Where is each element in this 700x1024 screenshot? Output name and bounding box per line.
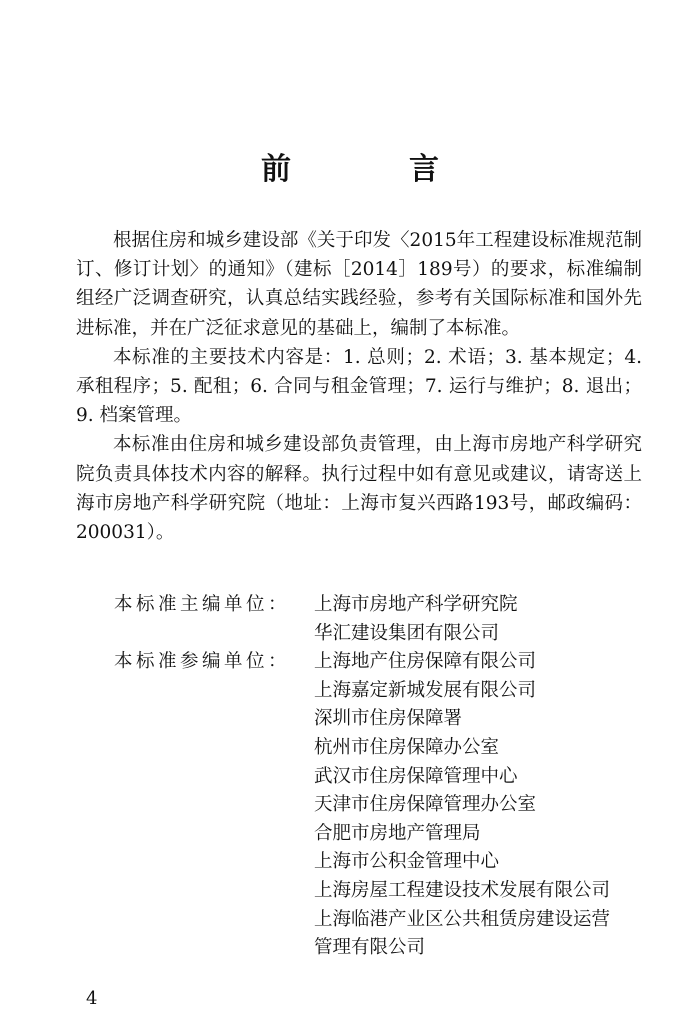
participating-unit-item: 上海地产住房保障有限公司 bbox=[314, 651, 537, 673]
participating-units-label: 本标准参编单位： bbox=[114, 651, 291, 673]
participating-unit-item: 天津市住房保障管理办公室 bbox=[314, 794, 537, 816]
paragraph-management: 本标准由住房和城乡建设部负责管理，由上海市房地产科学研究院负责具体技术内容的解释。执行过程中如有意见或建议，请寄送上海市房地产科学研究院（地址：上海市复兴西路193号，邮政编码：200031）。 bbox=[76, 434, 642, 544]
participating-unit-item: 深圳市住房保障署 bbox=[314, 708, 463, 730]
chief-units-row bbox=[114, 591, 654, 648]
chief-unit-item: 上海市房地产科学研究院 bbox=[314, 594, 518, 615]
chief-unit-item: 华汇建设集团有限公司 bbox=[314, 622, 500, 644]
page-number: 4 bbox=[86, 988, 98, 1009]
paragraph-contents: 本标准的主要技术内容是：1. 总则；2. 术语；3. 基本规定；4. 承租程序；5. 配租；6. 合同与租金管理；7. 运行与维护；8. 退出；9. 档案管理。 bbox=[76, 346, 642, 427]
participating-units-row bbox=[114, 648, 654, 963]
participating-unit-item: 上海市公积金管理中心 bbox=[314, 851, 500, 873]
chief-units-list bbox=[314, 591, 654, 648]
participating-unit-item: 上海临港产业区公共租赁房建设运营 bbox=[314, 908, 611, 930]
participating-unit-item: 管理有限公司 bbox=[314, 937, 426, 959]
preface-body bbox=[76, 226, 642, 547]
participating-unit-item: 杭州市住房保障办公室 bbox=[314, 736, 500, 758]
units-section bbox=[114, 591, 654, 963]
page-title: 前 言 bbox=[261, 152, 483, 187]
chief-units-label: 本标准主编单位： bbox=[114, 594, 291, 615]
participating-unit-item: 合肥市房地产管理局 bbox=[314, 822, 481, 844]
participating-unit-item: 上海嘉定新城发展有限公司 bbox=[314, 679, 537, 701]
paragraph-background: 根据住房和城乡建设部《关于印发〈2015年工程建设标准规范制订、修订计划〉的通知》（建标［2014］189号）的要求，标准编制组经广泛调查研究，认真总结实践经验，参考有关国际标准和国外先进标准，并在广泛征求意见的基础上，编制了本标准。 bbox=[76, 230, 642, 339]
participating-units-list bbox=[314, 648, 654, 963]
participating-unit-item: 上海房屋工程建设技术发展有限公司 bbox=[314, 879, 611, 901]
participating-unit-item: 武汉市住房保障管理中心 bbox=[314, 765, 518, 787]
